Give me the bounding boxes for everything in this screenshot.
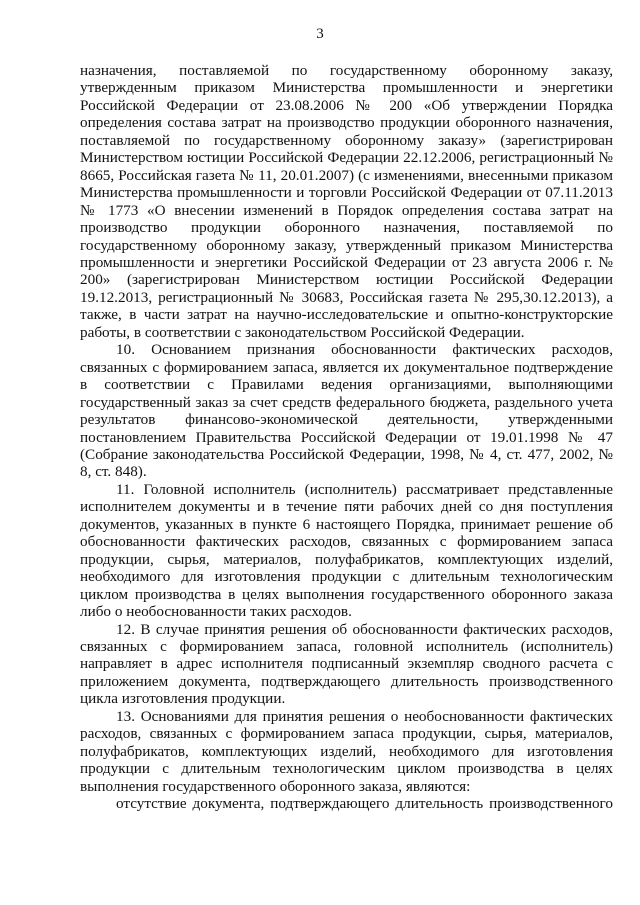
paragraph: назначения, поставляемой по государственному оборонному заказу, утвержденным приказом Министерства промышленности и энергетики Российской Федерации от 23.08.2006 № 200 «Об утверждении Порядка определения состава затрат на производство продукции оборонного назначения, поставляемой по государственному оборонному заказу» (зарегистрирован Министерством юстиции Российской Федерации 22.12.2006, регистрационный № 8665, Российская газета № 11, 20.01.2007) (с изменениями, внесенными приказом Министерства промышленности и торговли Российской Федерации от 07.11.2013 № 1773 «О внесении изменений в Порядок определения состава затрат на производство продукции оборонного назначения, поставляемой по государственному оборонному заказу, утвержденный приказом Министерства промышленности и энергетики Российской Федерации от 23 августа 2006 г. № 200» (зарегистрирован Министерством юстиции Российской Федерации 19.12.2013, регистрационный № 30683, Российская газета № 295,30.12.2013), а также, в части затрат на научно-исследовательские и опытно-конструкторские работы, в соответствии с законодательством Российской Федерации. [80,62,613,341]
document-body [80,62,613,812]
paragraph: отсутствие документа, подтверждающего длительность производственного [116,795,613,813]
paragraph: 13. Основаниями для принятия решения о необоснованности фактических расходов, связанных с формированием запаса продукции, сырья, материалов, полуфабрикатов, комплектующих изделий, необходимого для изготовления продукции с длительным технологическим циклом производства в целях выполнения государственного оборонного заказа, являются: [80,707,613,795]
paragraph: 10. Основанием признания обоснованности фактических расходов, связанных с формированием запаса, является их документальное подтверждение в соответствии с Правилами ведения организациями, выполняющими государственный заказ за счет средств федерального бюджета, раздельного учета результатов финансово-экономической деятельности, утвержденными постановлением Правительства Российской Федерации от 19.01.1998 № 47 (Собрание законодательства Российской Федерации, 1998, № 4, ст. 477, 2002, № 8, ст. 848). [80,341,613,481]
paragraph: 12. В случае принятия решения об обоснованности фактических расходов, связанных с формированием запаса, головной исполнитель (исполнитель) направляет в адрес исполнителя подписанный экземпляр сводного расчета с приложением документа, подтверждающего длительность производственного цикла изготовления продукции. [80,620,613,708]
page-number: 3 [316,26,324,42]
paragraph: 11. Головной исполнитель (исполнитель) рассматривает представленные исполнителем документы и в течение пяти рабочих дней со дня поступления документов, указанных в пункте 6 настоящего Порядка, принимает решение об обоснованности фактических расходов, связанных с формированием запаса продукции, сырья, материалов, полуфабрикатов, комплектующих изделий, необходимого для изготовления продукции с длительным технологическим циклом производства в целях выполнения государственного оборонного заказа либо о необоснованности таких расходов. [80,480,613,621]
